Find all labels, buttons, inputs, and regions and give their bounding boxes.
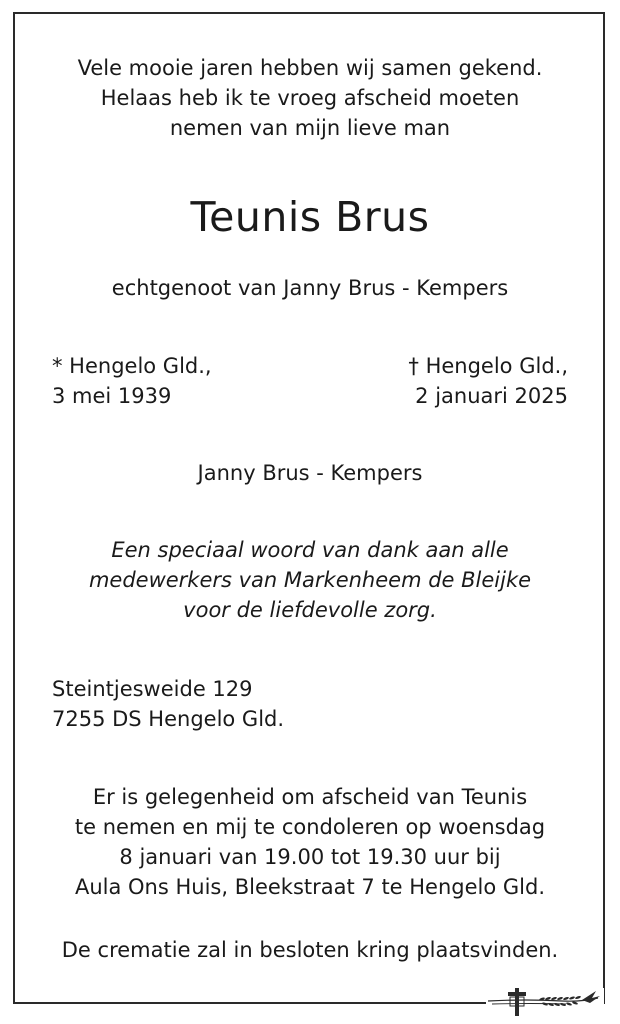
thanks-line-2: medewerkers van Markenheem de Bleijke: [88, 568, 532, 592]
intro-line-3: nemen van mijn lieve man: [169, 116, 451, 140]
deceased-name: Teunis Brus: [190, 193, 430, 241]
farewell-line-1: Er is gelegenheid om afscheid van Teunis: [92, 785, 528, 809]
death-date: 2 januari 2025: [415, 384, 568, 408]
farewell-line-4: Aula Ons Huis, Bleekstraat 7 te Hengelo Gld.: [74, 875, 546, 899]
death-place: † Hengelo Gld.,: [408, 354, 568, 378]
farewell-line-2: te nemen en mij te condoleren op woensdag: [74, 815, 546, 839]
address-street: Steintjesweide 129: [52, 677, 253, 701]
intro-line-1: Vele mooie jaren hebben wij samen gekend.: [77, 56, 543, 80]
thanks-line-3: voor de liefdevolle zorg.: [183, 598, 437, 622]
relation-line: echtgenoot van Janny Brus - Kempers: [111, 276, 509, 300]
birth-date: 3 mei 1939: [52, 384, 172, 408]
cremation-line: De crematie zal in besloten kring plaatsvinden.: [61, 938, 559, 962]
farewell-line-3: 8 januari van 19.00 tot 19.30 uur bij: [119, 845, 501, 869]
birth-place: * Hengelo Gld.,: [52, 354, 212, 378]
signatory-name: Janny Brus - Kempers: [197, 461, 423, 485]
intro-line-2: Helaas heb ik te vroeg afscheid moeten: [100, 86, 520, 110]
wheat-sheaf-cross-icon: [486, 988, 604, 1020]
thanks-line-1: Een speciaal woord van dank aan alle: [111, 538, 509, 562]
address-postal-city: 7255 DS Hengelo Gld.: [52, 707, 285, 731]
